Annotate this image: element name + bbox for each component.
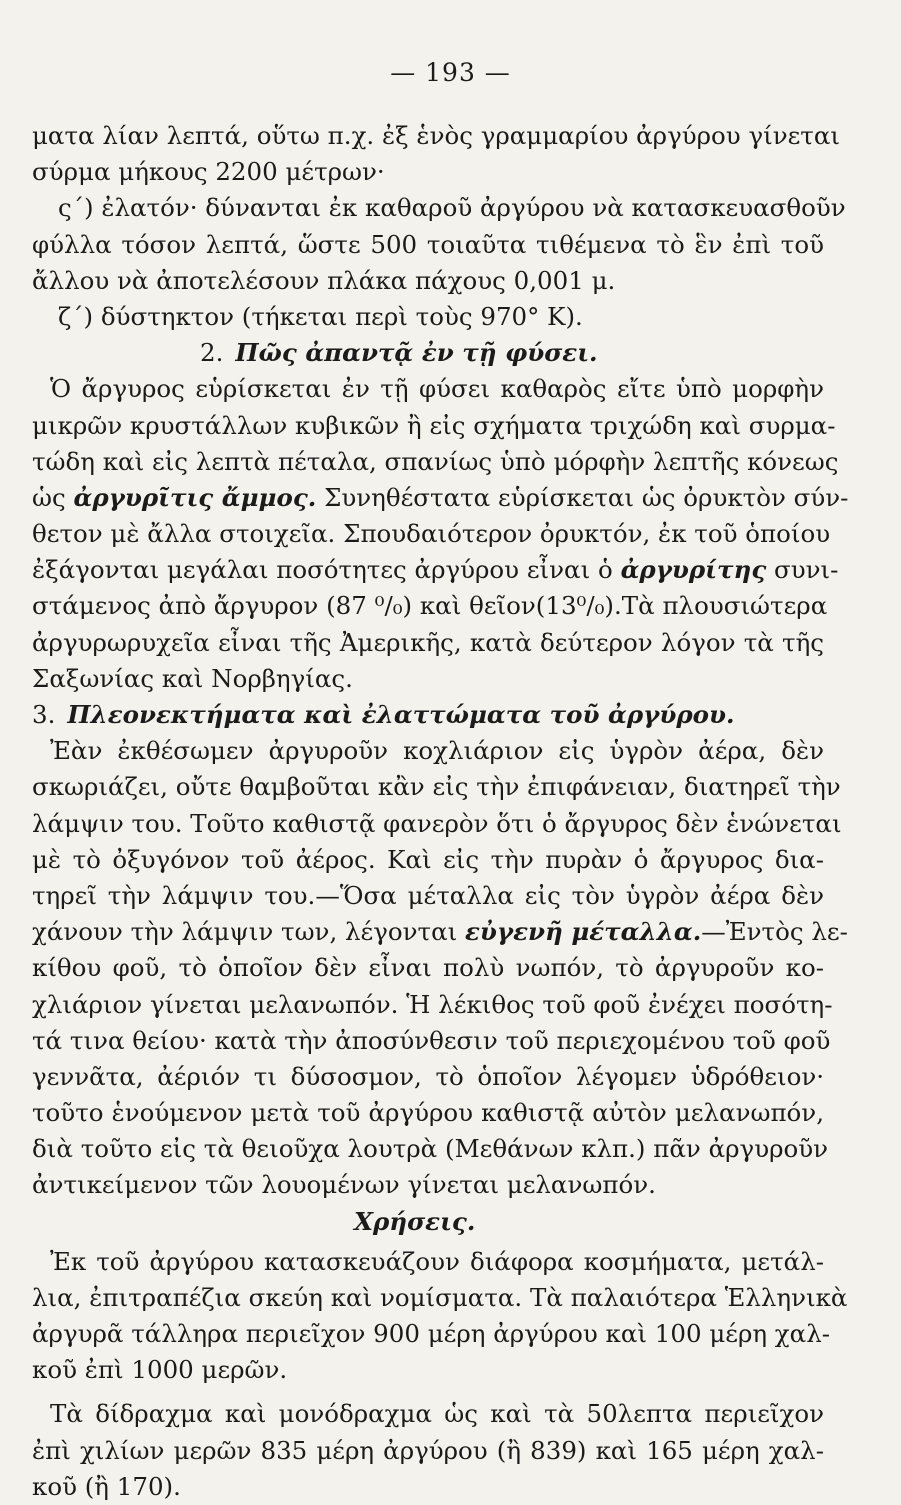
text-line: γεννᾶτα, ἀέριόν τι δύσοσμον, τὸ ὁποῖον λέγομεν ὑδρόθειον· xyxy=(32,1061,824,1091)
term-argyritis-ammos: ἀργυρῖτις ἄμμος. xyxy=(73,482,317,512)
text-line: ἐπὶ χιλίων μερῶν 835 μέρη ἀργύρου (ἢ 839) καὶ 165 μέρη χαλ- xyxy=(32,1435,824,1465)
text-line: χάνουν τὴν λάμψιν των, λέγονται εὐγενῆ μέταλλα.—Ἐντὸς λε- xyxy=(32,917,848,947)
text-line: ὡς ἀργυρῖτις ἄμμος. Συνηθέστατα εὑρίσκεται ὡς ὀρυκτὸν σύν- xyxy=(32,482,849,512)
text-line: μὲ τὸ ὀξυγόνον τοῦ ἀέρος. Καὶ εἰς τὴν πυρὰν ὁ ἄργυρος δια- xyxy=(32,844,824,874)
text-line: λάμψιν του. Τοῦτο καθιστᾷ φανερὸν ὅτι ὁ ἄργυρος δὲν ἑνώνεται xyxy=(32,808,842,838)
text-line: κοῦ (ἢ 170). xyxy=(32,1471,181,1501)
text-line: τοῦτο ἑνούμενον μετὰ τοῦ ἀργύρου καθιστᾷ αὐτὸν μελανωπόν, xyxy=(32,1098,824,1128)
text-line: ἀργυρᾶ τάλληρα περιεῖχον 900 μέρη ἀργύρου καὶ 100 μέρη χαλ- xyxy=(32,1319,831,1348)
text-line: ζ΄) δύστηκτον (τήκεται περὶ τοὺς 970° Κ). xyxy=(58,301,583,331)
term-argyritis: ἀργυρίτης xyxy=(620,555,767,585)
text-line: ματα λίαν λεπτά, οὕτω π.χ. ἐξ ἑνὸς γραμμαρίου ἀργύρου γίνεται xyxy=(32,121,840,150)
text-line: μικρῶν κρυστάλλων κυβικῶν ἢ εἰς σχήματα τριχώδη καὶ συρμα- xyxy=(32,410,836,440)
page-number: — 193 — xyxy=(390,58,511,87)
text-line: κοῦ ἐπὶ 1000 μερῶν. xyxy=(32,1355,288,1385)
text-line: Ὁ ἄργυρος εὑρίσκεται ἐν τῇ φύσει καθαρὸς εἴτε ὑπὸ μορφὴν xyxy=(50,374,824,404)
text-line: Ἐὰν ἐκθέσωμεν ἀργυροῦν κοχλιάριον εἰς ὑγρὸν ἀέρα, δὲν xyxy=(50,736,824,766)
text-line: ς΄) ἐλατόν· δύνανται ἐκ καθαροῦ ἀργύρου νὰ κατασκευασθοῦν xyxy=(58,193,846,223)
text-line: τηρεῖ τὴν λάμψιν του.—Ὅσα μέταλλα εἰς τὸν ὑγρὸν ἀέρα δὲν xyxy=(32,880,824,910)
text-line: διὰ τοῦτο εἰς τὰ θειοῦχα λουτρὰ (Μεθάνων κλπ.) πᾶν ἀργυροῦν xyxy=(32,1134,829,1164)
body-text xyxy=(32,118,849,1505)
section-heading-uses: Χρήσεις. xyxy=(354,1206,476,1236)
text-line: σύρμα μήκους 2200 μέτρων· xyxy=(32,157,385,187)
text-line: τά τινα θείου· κατὰ τὴν ἀποσύνθεσιν τοῦ περιεχομένου τοῦ φοῦ xyxy=(32,1025,831,1055)
section-heading-3: 3. Πλεονεκτήματα καὶ ἐλαττώματα τοῦ ἀργύρου. xyxy=(32,700,735,729)
text-line: τώδη καὶ εἰς λεπτὰ πέταλα, σπανίως ὑπὸ μόρφὴν λεπτῆς κόνεως xyxy=(32,446,839,476)
text-line: στάμενος ἀπὸ ἄργυρον (87 ⁰/₀) καὶ θεῖον(13⁰/₀).Τὰ πλουσιώτερα xyxy=(32,591,828,621)
text-line: χλιάριον γίνεται μελανωπόν. Ἡ λέκιθος τοῦ φοῦ ἐνέχει ποσότη- xyxy=(32,989,833,1019)
text-line: Σαξωνίας καὶ Νορβηγίας. xyxy=(32,663,353,693)
text-line: φύλλα τόσον λεπτά, ὥστε 500 τοιαῦτα τιθέμενα τὸ ἓν ἐπὶ τοῦ xyxy=(32,229,824,259)
text-line: θετον μὲ ἄλλα στοιχεῖα. Σπουδαιότερον ὀρυκτόν, ἐκ τοῦ ὁποίου xyxy=(32,519,831,549)
section-heading-2: 2. Πῶς ἀπαντᾷ ἐν τῇ φύσει. xyxy=(200,338,598,368)
text-line: ἐξάγονται μεγάλαι ποσότητες ἀργύρου εἶναι ὁ ἀργυρίτης συνι- xyxy=(32,555,839,585)
text-line: Ἐκ τοῦ ἀργύρου κατασκευάζουν διάφορα κοσμήματα, μετάλ- xyxy=(50,1246,824,1276)
text-line: Τὰ δίδραχμα καὶ μονόδραχμα ὡς καὶ τὰ 50λεπτα περιεῖχον xyxy=(50,1399,824,1429)
text-line: σκωριάζει, οὔτε θαμβοῦται κἂν εἰς τὴν ἐπιφάνειαν, διατηρεῖ τὴν xyxy=(32,772,841,802)
text-line: ἀντικείμενον τῶν λουομένων γίνεται μελανωπόν. xyxy=(32,1170,656,1200)
text-line: λια, ἐπιτραπέζια σκεύη καὶ νομίσματα. Τὰ παλαιότερα Ἑλληνικὰ xyxy=(32,1282,848,1312)
text-line: κίθου φοῦ, τὸ ὁποῖον δὲν εἶναι πολὺ νωπόν, τὸ ἀργυροῦν κο- xyxy=(32,953,824,983)
text-line: ἀργυρωρυχεῖα εἶναι τῆς Ἀμερικῆς, κατὰ δεύτερον λόγον τὰ τῆς xyxy=(32,627,824,657)
term-eugeni-metalla: εὐγενῆ μέταλλα. xyxy=(465,917,702,947)
text-line: ἄλλου νὰ ἀποτελέσουν πλάκα πάχους 0,001 μ. xyxy=(32,265,616,295)
